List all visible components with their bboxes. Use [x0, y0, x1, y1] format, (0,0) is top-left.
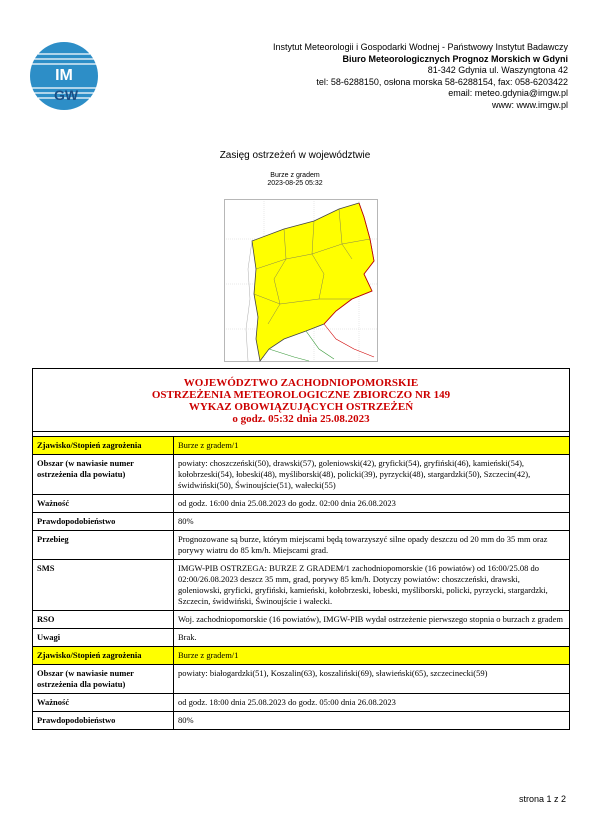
table-row [33, 647, 569, 665]
table-row [33, 629, 569, 647]
field-value: Burze z gradem/1 [174, 437, 570, 455]
field-label: Zjawisko/Stopień zagrożenia [33, 437, 174, 455]
field-value: Brak. [174, 629, 570, 647]
page-number: strona 1 z 2 [518, 794, 566, 804]
table-row [33, 694, 569, 712]
field-label: Ważność [33, 694, 174, 712]
table-row [33, 531, 569, 560]
field-value: Burze z gradem/1 [174, 647, 570, 665]
map-subtitle: Burze z gradem [270, 172, 320, 179]
field-label: Zjawisko/Stopień zagrożenia [33, 647, 174, 665]
field-value: od godz. 16:00 dnia 25.08.2023 do godz. 02:00 dnia 26.08.2023 [174, 495, 570, 513]
warning-document [32, 368, 570, 730]
table-row [33, 455, 569, 495]
field-label: Ważność [33, 495, 174, 513]
field-value: Prognozowane są burze, którym miejscami będą towarzyszyć silne opady deszczu od 20 mm do 35 mm oraz porywy wiatru do 85 km/h. Miejscami grad. [174, 531, 570, 560]
field-label: Uwagi [33, 629, 174, 647]
field-label: Obszar (w nawiasie numer ostrzeżenia dla powiatu) [33, 455, 174, 495]
heading-time: o godz. 05:32 dnia 25.08.2023 [232, 413, 370, 425]
field-label: RSO [33, 611, 174, 629]
warning-map [224, 199, 378, 362]
field-label: Prawdopodobieństwo [33, 712, 174, 730]
institute-name: Instytut Meteorologii i Gospodarki Wodnej - Państwowy Instytut Badawczy [273, 42, 568, 52]
map-title: Zasięg ostrzeżeń w województwie [219, 150, 371, 161]
field-value: powiaty: białogardzki(51), Koszalin(63), koszaliński(69), sławieński(65), szczecinecki(59) [174, 665, 570, 694]
field-label: Obszar (w nawiasie numer ostrzeżenia dla powiatu) [33, 665, 174, 694]
document-header [0, 0, 590, 140]
logo-text-top: IM [55, 67, 73, 84]
field-value: 80% [174, 712, 570, 730]
email[interactable]: email: meteo.gdynia@imgw.pl [448, 88, 568, 98]
field-value: Woj. zachodniopomorskie (16 powiatów), IMGW-PIB wydał ostrzeżenie pierwszego stopnia o burzach z gradem [174, 611, 570, 629]
field-label: Prawdopodobieństwo [33, 513, 174, 531]
office-name: Biuro Meteorologicznych Prognoz Morskich w Gdyni [342, 53, 568, 64]
table-row [33, 513, 569, 531]
table-row [33, 560, 569, 611]
field-value: IMGW-PIB OSTRZEGA: BURZE Z GRADEM/1 zachodniopomorskie (16 powiatów) od 16:00/25.08 do 02:00/26.08.2023 deszcz 35 mm, grad, porywy 85 km/h. Dotyczy powiatów: choszczeński, drawski, goleniowski, gryficki, gryfiński, kamieński, kołobrzeski, łobeski, myśliborski, policki, pyrzycki, stargardzki, Szczecin, świdwiński, Świnoujście i wałecki. [174, 560, 570, 611]
phone-numbers: tel: 58-6288150, osłona morska 58-6288154, fax: 058-6203422 [316, 76, 568, 87]
table-row [33, 665, 569, 694]
warning-table [33, 436, 569, 730]
field-label: SMS [33, 560, 174, 611]
map-caption [0, 172, 590, 188]
field-label: Przebieg [33, 531, 174, 560]
address: 81-342 Gdynia ul. Waszyngtona 42 [427, 65, 568, 75]
document-heading [33, 369, 569, 432]
map-datetime: 2023-08-25 05:32 [267, 180, 323, 187]
field-value: 80% [174, 513, 570, 531]
table-row [33, 712, 569, 730]
website[interactable]: www: www.imgw.pl [491, 99, 568, 110]
heading-voivodeship: WOJEWÓDZTWO ZACHODNIOPOMORSKIE [183, 377, 419, 389]
table-row [33, 495, 569, 513]
table-row [33, 437, 569, 455]
field-value: od godz. 18:00 dnia 25.08.2023 do godz. 05:00 dnia 26.08.2023 [174, 694, 570, 712]
table-row [33, 611, 569, 629]
heading-warnings-number: OSTRZEŻENIA METEOROLOGICZNE ZBIORCZO NR 149 [151, 389, 451, 401]
field-value: powiaty: choszczeński(50), drawski(57), goleniowski(42), gryficki(54), gryfiński(46), kamieński(54), kołobrzeski(54), łobeski(48), myśliborski(48), policki(39), pyrzycki(48), stargardzki(50), Szczecin(42), świdwiński(50), Świnoujście(51), wałecki(55) [174, 455, 570, 495]
imgw-logo [28, 40, 100, 112]
logo-text-bottom: GW [53, 87, 79, 103]
institute-info [273, 42, 568, 111]
heading-list: WYKAZ OBOWIĄZUJĄCYCH OSTRZEŻEŃ [188, 401, 414, 413]
